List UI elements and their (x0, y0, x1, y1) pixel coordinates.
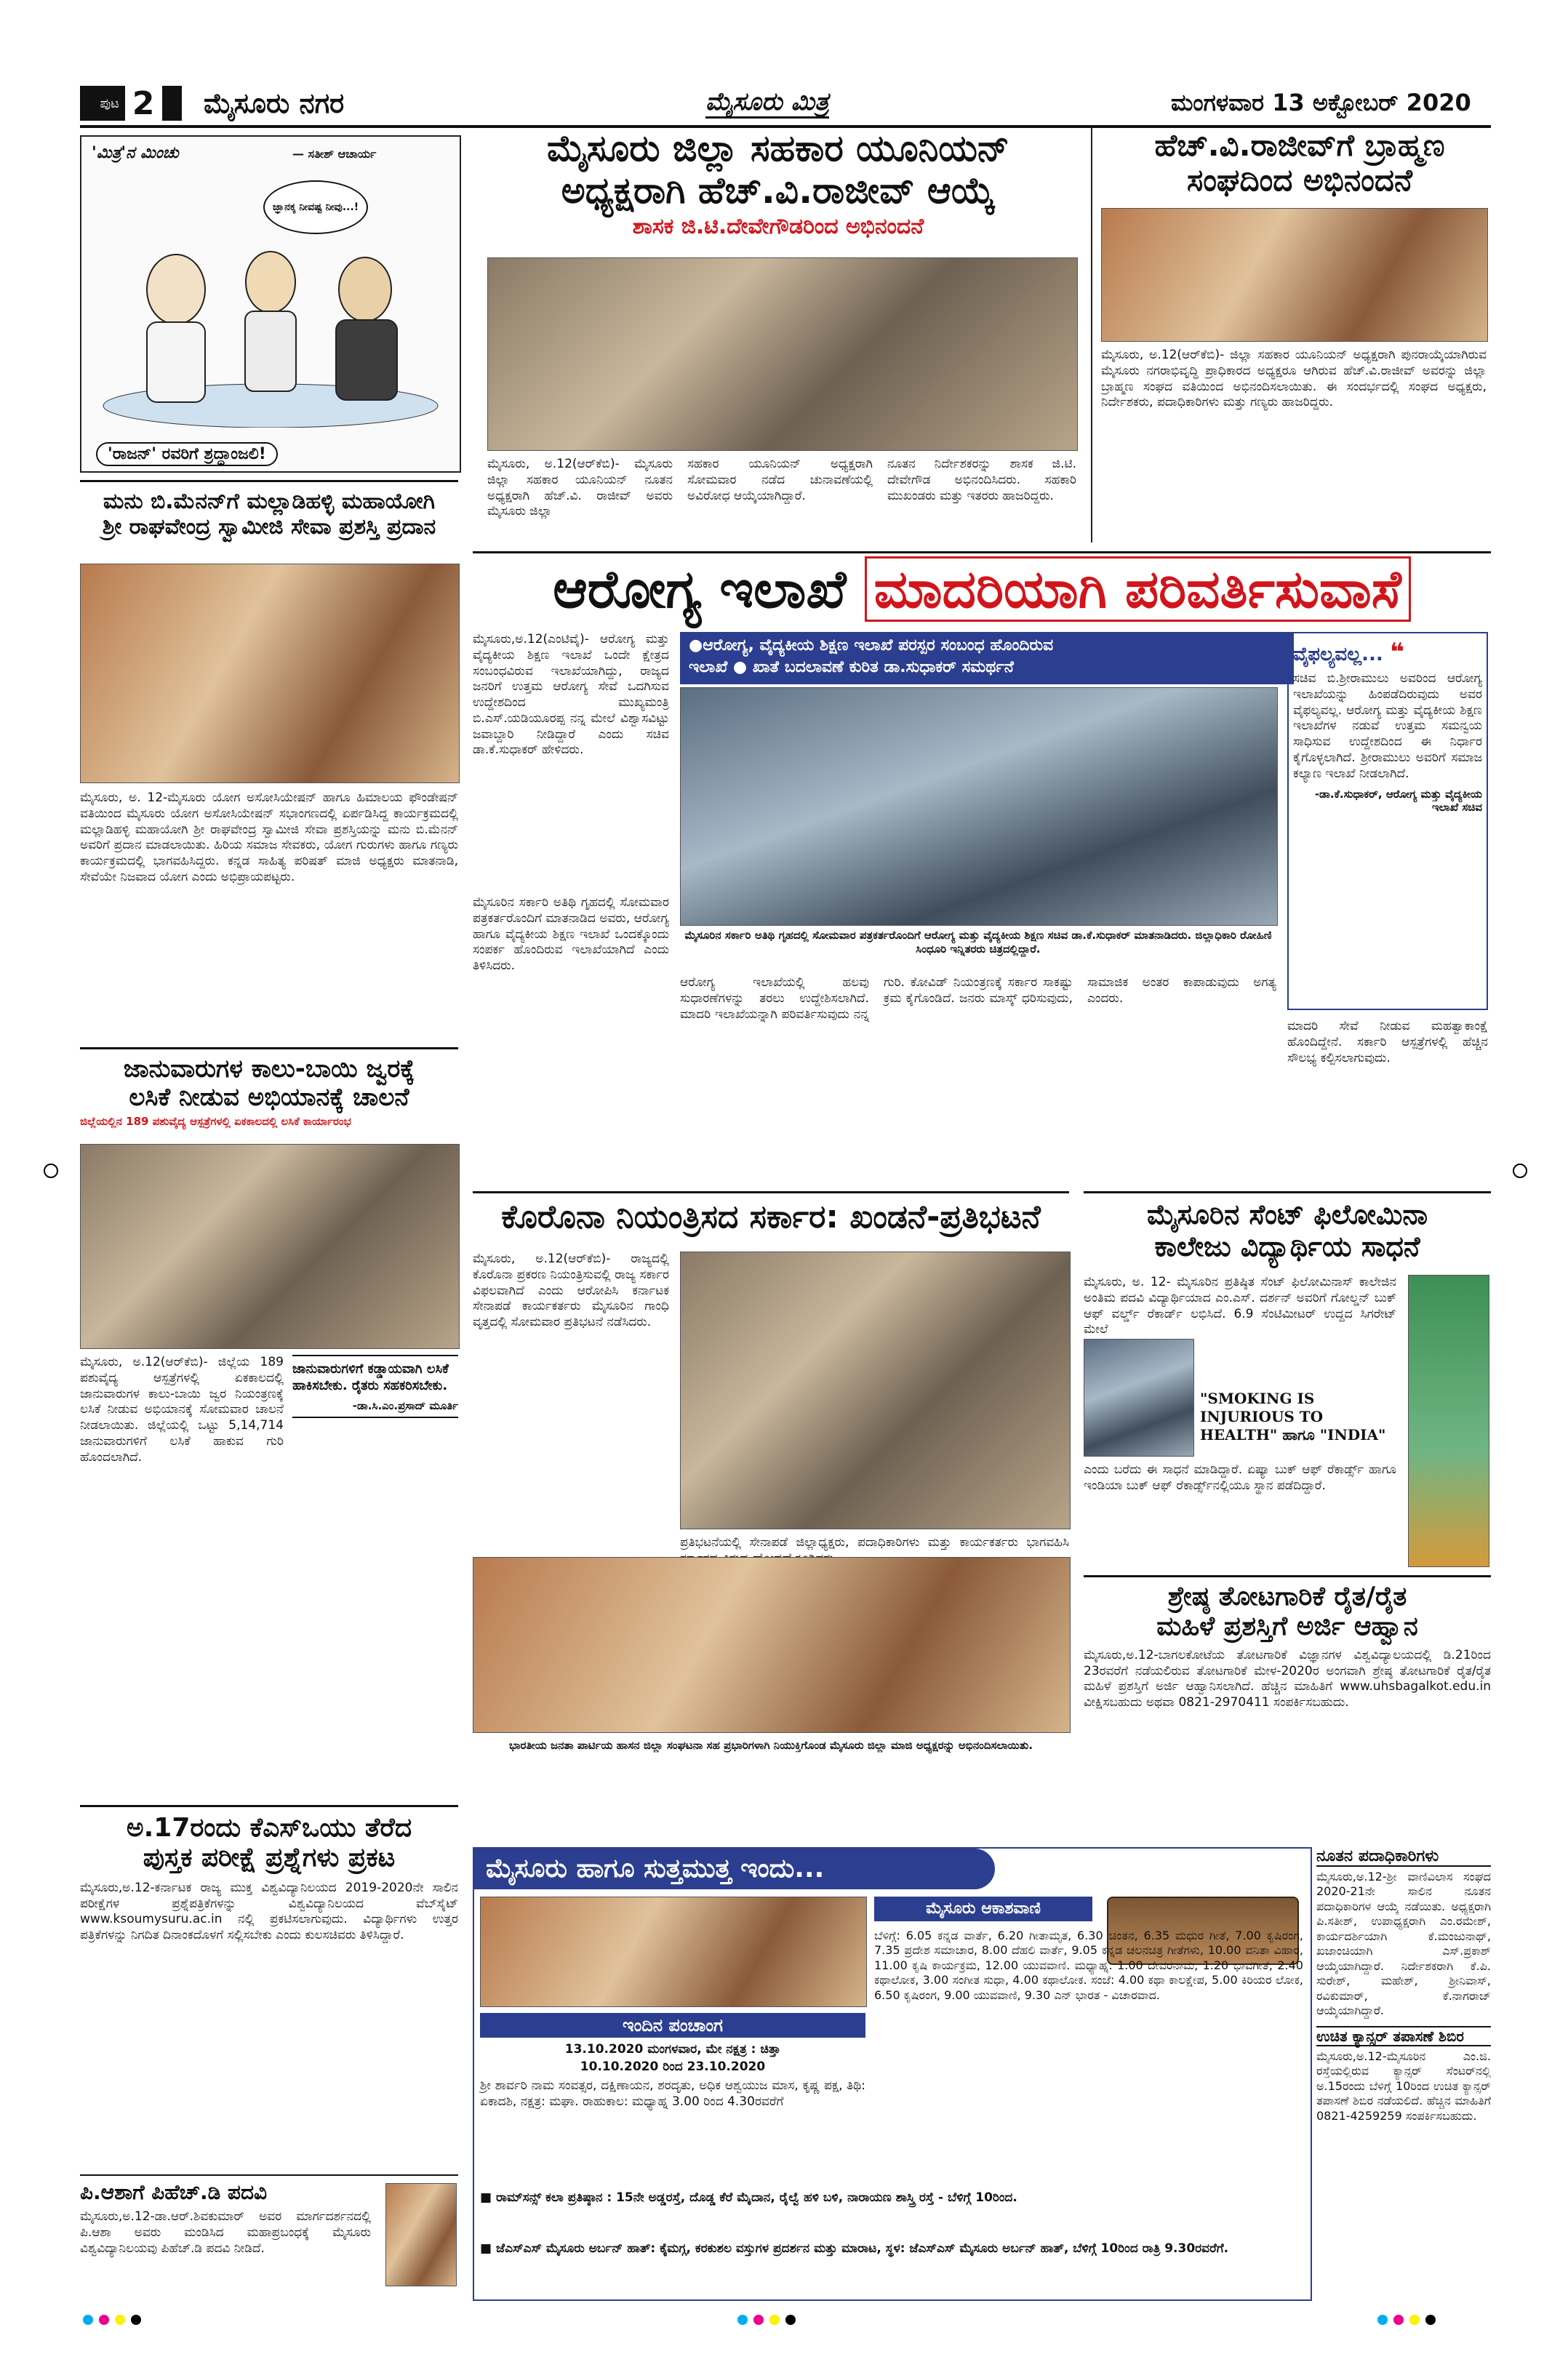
figure-mid-head (246, 252, 295, 313)
story7-headline (473, 559, 1491, 620)
story-philomena (1084, 1191, 1491, 1572)
story3-headline-1: ಮನು ಬಿ.ಮೆನನ್‌ಗೆ ಮಲ್ಲಾಡಿಹಳ್ಳಿ ಮಹಾಯೋಗಿ (103, 489, 436, 514)
story3-photo (80, 564, 460, 783)
story4-quote: ಜಾನುವಾರುಗಳಿಗೆ ಕಡ್ಡಾಯವಾಗಿ ಲಸಿಕೆ ಹಾಕಿಸಬೇಕು. ರೈತರು ಸಹಕರಿಸಬೇಕು. (292, 1361, 449, 1394)
story6-headline: ಪಿ.ಆಶಾಗೆ ಪಿಹೆಚ್.ಡಿ ಪದವಿ (80, 2180, 268, 2204)
story1-col3: ನೂತನ ನಿರ್ದೇಶಕರನ್ನು ಶಾಸಕ ಜಿ.ಟಿ. ದೇವೇಗೌಡ ಅಭಿನಂದಿಸಿದರು. ಸಹಕಾರಿ ಮುಖಂಡರು ಮತ್ತು ಇತರರು ಹಾಜರಿದ್ದರು. (887, 457, 1076, 503)
page-label: ಪುಟ (100, 95, 119, 111)
story7-headline-red: ಮಾದರಿಯಾಗಿ ಪರಿವರ್ತಿಸುವಾಸೆ (865, 556, 1411, 622)
radio-title: ಮೈಸೂರು ಆಕಾಶವಾಣಿ (874, 1897, 1092, 1921)
story-manu-menon (80, 480, 458, 1042)
story1-col1: ಮೈಸೂರು, ಅ.12(ಆರ್‌ಕೆಬಿ)- ಮೈಸೂರು ಜಿಲ್ಲಾ ಸಹಕಾರ ಯೂನಿಯನ್ ನೂತನ ಅಧ್ಯಕ್ಷರಾಗಿ ಹೆಚ್.ವಿ. ರಾಜೀವ್ ಅವರು ಮೈಸೂರು ಜಿಲ್ಲಾ (487, 457, 673, 519)
today-section (473, 1847, 1312, 2301)
speech-bubble (263, 180, 368, 234)
story4-body: ಮೈಸೂರು, ಅ.12(ಆರ್‌ಕೆಬಿ)- ಜಿಲ್ಲೆಯ 189 ಪಶುವೈದ್ಯ ಆಸ್ಪತ್ರೆಗಳಲ್ಲಿ ಏಕಕಾಲದಲ್ಲಿ ಜಾನುವಾರುಗಳ ಕಾಲು-ಬಾಯಿ ಜ್ವರ ನಿಯಂತ್ರಣಕ್ಕೆ ಲಸಿಕೆ ನೀಡುವ ಅಭಿಯಾನಕ್ಕೆ ಸೋಮವಾರ ಚಾಲನೆ ನೀಡಲಾಯಿತು. ಜಿಲ್ಲೆಯಲ್ಲಿ ಒಟ್ಟು 5,14,714 ಜಾನುವಾರುಗಳಿಗೆ ಲಸಿಕೆ ಹಾಕುವ ಗುರಿ ಹೊಂದಲಾಗಿದೆ. (80, 1355, 284, 1465)
story7-photo (680, 687, 1278, 926)
story9-body: ಮೈಸೂರು, ಅ. 12- ಮೈಸೂರಿನ ಪ್ರತಿಷ್ಠಿತ ಸೆಂಟ್ ಫಿಲೋಮಿನಾಸ್ ಕಾಲೇಜಿನ ಅಂತಿಮ ಪದವಿ ವಿದ್ಯಾರ್ಥಿಯಾದ ಎಂ.ಎಸ್. ದರ್ಶನ್ ಅವರಿಗೆ ಗೋಲ್ಡನ್ ಬುಕ್ ಆಫ್ ವರ್ಲ್ಡ್ ರೆಕಾರ್ಡ್ ಲಭಿಸಿದೆ. 6.9 ಸೆಂಟಿಮೀಟರ್ ಉದ್ದದ ಸಿಗರೇಟ್ ಮೇಲೆ (1084, 1275, 1396, 1337)
story2-body: ಮೈಸೂರು, ಅ.12(ಆರ್‌ಕೆಬಿ)- ಜಿಲ್ಲಾ ಸಹಕಾರ ಯೂನಿಯನ್ ಅಧ್ಯಕ್ಷರಾಗಿ ಪುನರಾಯ್ಕೆಯಾಗಿರುವ ಮೈಸೂರು ನಗರಾಭಿವೃದ್ಧಿ ಪ್ರಾಧಿಕಾರದ ಅಧ್ಯಕ್ಷರೂ ಆಗಿರುವ ಹೆಚ್.ವಿ.ರಾಜೀವ್ ಅವರನ್ನು ಜಿಲ್ಲಾ ಬ್ರಾಹ್ಮಣ ಸಂಘದ ವತಿಯಿಂದ ಅಭಿನಂದಿಸಲಾಯಿತು. ಈ ಸಂದರ್ಭದಲ್ಲಿ ಸಂಘದ ಅಧ್ಯಕ್ಷರು, ನಿರ್ದೇಶಕರು, ಪದಾಧಿಕಾರಿಗಳು ಮತ್ತು ಗಣ್ಯರು ಹಾಜರಿದ್ದರು. (1101, 348, 1487, 410)
story-horticulture (1084, 1575, 1491, 1846)
story2-headline-1: ಹೆಚ್.ವಿ.ರಾಜೀವ್‌ಗೆ ಬ್ರಾಹ್ಮಣ (1154, 127, 1445, 163)
story10-body: ಮೈಸೂರು,ಅ.12-ಬಾಗಲಕೋಟೆಯ ತೋಟಗಾರಿಕೆ ವಿಜ್ಞಾನಗಳ ವಿಶ್ವವಿದ್ಯಾಲಯದಲ್ಲಿ ಡಿ.21ರಿಂದ 23ರವರೆಗೆ ನಡೆಯಲಿರುವ ತೋಟಗಾರಿಕೆ ಮೇಳ-2020ರ ಅಂಗವಾಗಿ ಶ್ರೇಷ್ಠ ತೋಟಗಾರಿಕೆ ರೈತ/ರೈತ ಮಹಿಳೆ ಪ್ರಶಸ್ತಿಗೆ ಅರ್ಜಿ ಆಹ್ವಾನಿಸಲಾಗಿದೆ. ಹೆಚ್ಚಿನ ಮಾಹಿತಿಗೆ www.uhsbagalkot.edu.in ವೀಕ್ಷಿಸಬಹುದು ಅಥವಾ 0821-2970411 ಸಂಪರ್ಕಿಸಬಹುದು. (1084, 1647, 1491, 1710)
story4-quote-box (292, 1355, 458, 1418)
story7-col2: ಮೈಸೂರಿನ ಸರ್ಕಾರಿ ಅತಿಥಿ ಗೃಹದಲ್ಲಿ ಸೋಮವಾರ ಪತ್ರಕರ್ತರೊಂದಿಗೆ ಮಾತನಾಡಿದ ಅವರು, ಆರೋಗ್ಯ ಹಾಗೂ ವೈದ್ಯಕೀಯ ಶಿಕ್ಷಣ ಇಲಾಖೆ ಒಂದಕ್ಕೊಂದು ಸಂಪರ್ಕ ಹೊಂದಿರುವ ಇಲಾಖೆಯಾಗಿದೆ ಎಂದು ತಿಳಿಸಿದರು. (473, 895, 669, 973)
story-corona-protest (473, 1191, 1069, 1790)
sidebar-by: -ಡಾ.ಕೆ.ಸುಧಾಕರ್, ಆರೋಗ್ಯ ಮತ್ತು ವೈದ್ಯಕೀಯ ಇಲಾಖೆ ಸಚಿವ (1314, 788, 1482, 814)
page-number: 2 (125, 85, 162, 122)
story8-col2: ಪ್ರತಿಭಟನೆಯಲ್ಲಿ ಸೇನಾಪಡೆ ಜಿಲ್ಲಾಧ್ಯಕ್ಷರು, ಪದಾಧಿಕಾರಿಗಳು ಮತ್ತು ಕಾರ್ಯಕರ್ತರು ಭಾಗವಹಿಸಿ (680, 1535, 1069, 1550)
story1-col2: ಸಹಕಾರ ಯೂನಿಯನ್ ಅಧ್ಯಕ್ಷರಾಗಿ ಸೋಮವಾರ ನಡೆದ ಚುನಾವಣೆಯಲ್ಲಿ ಅವಿರೋಧ ಆಯ್ಕೆಯಾಗಿದ್ದಾರೆ. (687, 457, 873, 503)
story7-lower: ಆರೋಗ್ಯ ಇಲಾಖೆಯಲ್ಲಿ ಹಲವು ಸುಧಾರಣೆಗಳನ್ನು ತರಲು ಉದ್ದೇಶಿಸಲಾಗಿದೆ. ಮಾದರಿ ಇಲಾಖೆಯನ್ನಾಗಿ ಪರಿವರ್ತಿಸುವುದು ನನ್ನ ಗುರಿ. ಕೋವಿಡ್ ನಿಯಂತ್ರಣಕ್ಕೆ ಸರ್ಕಾರ ಸಾಕಷ್ಟು ಕ್ರಮ ಕೈಗೊಂಡಿದೆ. ಜನರು ಮಾಸ್ಕ್ ಧರಿಸುವುದು, ಸಾಮಾಜಿಕ ಅಂತರ ಕಾಪಾಡುವುದು ಅಗತ್ಯ ಎಂದರು. (680, 975, 1276, 1022)
story9-headline-2: ಕಾಲೇಜು ವಿದ್ಯಾರ್ಥಿಯ ಸಾಧನೆ (1154, 1230, 1420, 1262)
color-dots-center (735, 2314, 799, 2328)
story4-subhead: ಜಿಲ್ಲೆಯಲ್ಲಿನ 189 ಪಶುವೈದ್ಯ ಆಸ್ಪತ್ರೆಗಳಲ್ಲಿ ಏಕಕಾಲದಲ್ಲಿ ಲಸಿಕೆ ಕಾರ್ಯಾರಂಭ (80, 1115, 351, 1129)
sidebar-after: ಮಾದರಿ ಸೇವೆ ನೀಡುವ ಮಹತ್ವಾಕಾಂಕ್ಷೆ ಹೊಂದಿದ್ದೇನೆ. ಸರ್ಕಾರಿ ಆಸ್ಪತ್ರೆಗಳಲ್ಲಿ ಹೆಚ್ಚಿನ ಸೌಲಭ್ಯ ಕಲ್ಪಿಸಲಾಗುವುದು. (1287, 1019, 1488, 1065)
cartoon-title: 'ಮಿತ್ರ'ನ ಮಿಂಚು (92, 144, 179, 162)
panchanga-range: 10.10.2020 ರಿಂದ 23.10.2020 (580, 2059, 766, 2074)
right-title-1: ನೂತನ ಪದಾಧಿಕಾರಿಗಳು (1316, 1847, 1491, 1867)
bubble-text: ಜ್ಞಾನಕ್ಕ ನೀವಷ್ಟ ನೀವು...! (272, 201, 359, 213)
today-banner: ಮೈಸೂರು ಹಾಗೂ ಸುತ್ತಮುತ್ತ ಇಂದು... (474, 1849, 995, 1889)
story3-body: ಮೈಸೂರು, ಅ. 12-ಮೈಸೂರು ಯೋಗ ಅಸೋಸಿಯೇಷನ್ ಹಾಗೂ ಹಿಮಾಲಯ ಫೌಂಡೇಷನ್ ವತಿಯಿಂದ ಮೈಸೂರು ಯೋಗ ಅಸೋಸಿಯೇಷನ್ ಸಭಾಂಗಣದಲ್ಲಿ ಏರ್ಪಡಿಸಿದ್ದ ಕಾರ್ಯಕ್ರಮದಲ್ಲಿ ಮಲ್ಲಾಡಿಹಳ್ಳಿ ಮಹಾಯೋಗಿ ಶ್ರೀ ರಾಘವೇಂದ್ರ ಸ್ವಾಮೀಜಿ ಸೇವಾ ಪ್ರಶಸ್ತಿಯನ್ನು ಮನು ಬಿ.ಮೆನನ್ ಅವರಿಗೆ ಪ್ರದಾನ ಮಾಡಲಾಯಿತು. ಹಿರಿಯ ಸಮಾಜ ಸೇವಕರು, ಯೋಗ ಗುರುಗಳು ಹಾಗೂ ಗಣ್ಯರು ಕಾರ್ಯಕ್ರಮದಲ್ಲಿ ಭಾಗವಹಿಸಿದ್ದರು. ಕನ್ನಡ ಸಾಹಿತ್ಯ ಪರಿಷತ್ ಮಾಜಿ ಅಧ್ಯಕ್ಷರು ಮಾತನಾಡಿ, ಸೇವೆಯೇ ನಿಜವಾದ ಯೋಗ ಎಂದು ಅಭಿಪ್ರಾಯಪಟ್ಟರು. (80, 790, 458, 884)
paper-name: ಮೈಸೂರು ಮಿತ್ರ (705, 87, 829, 119)
story9-portrait (1084, 1339, 1194, 1457)
right-title-2: ಉಚಿತ ಕ್ಯಾನ್ಸರ್ ತಪಾಸಣೆ ಶಿಬಿರ (1316, 2026, 1491, 2046)
story9-headline-1: ಮೈಸೂರಿನ ಸೆಂಟ್ ಫಿಲೋಮಿನಾ (1147, 1198, 1428, 1230)
story4-headline-2: ಲಸಿಕೆ ನೀಡುವ ಅಭಿಯಾನಕ್ಕೆ ಚಾಲನೆ (129, 1083, 409, 1113)
story2-photo (1101, 208, 1488, 342)
palace-photo (480, 1897, 867, 2007)
panchanga-title: ಇಂದಿನ ಪಂಚಾಂಗ (480, 2013, 865, 2038)
story7-strap-line1: ●ಆರೋಗ್ಯ, ವೈದ್ಯಕೀಯ ಶಿಕ್ಷಣ ಇಲಾಖೆ ಪರಸ್ಪರ ಸಂಬಂಧ ಹೊಂದಿರುವ (689, 636, 1054, 654)
story1-headline-2: ಅಧ್ಯಕ್ಷರಾಗಿ ಹೆಚ್.ವಿ.ರಾಜೀವ್ ಆಯ್ಕೆ (561, 169, 996, 212)
story7-headline-black: ಆರೋಗ್ಯ ಇಲಾಖೆ (553, 559, 847, 620)
story4-headline-1: ಜಾನುವಾರುಗಳ ಕಾಲು-ಬಾಯಿ ಜ್ವರಕ್ಕೆ (123, 1054, 415, 1084)
story2-headline-2: ಸಂಘದಿಂದ ಅಭಿನಂದನೆ (1187, 162, 1412, 199)
story6-portrait (385, 2183, 457, 2286)
story5-body: ಮೈಸೂರು,ಅ.12-ಕರ್ನಾಟಕ ರಾಜ್ಯ ಮುಕ್ತ ವಿಶ್ವವಿದ್ಯಾನಿಲಯದ 2019-2020ನೇ ಸಾಲಿನ ಪರೀಕ್ಷೆಗಳ ಪ್ರಶ್ನೆಪತ್ರಿಕೆಗಳನ್ನು ವಿಶ್ವವಿದ್ಯಾನಿಲಯದ ವೆಬ್‌ಸೈಟ್ www.ksoumysuru.ac.in ನಲ್ಲಿ ಪ್ರಕಟಿಸಲಾಗುವುದು. ವಿದ್ಯಾರ್ಥಿಗಳು ಉತ್ತರ ಪತ್ರಿಕೆಗಳನ್ನು ನಿಗದಿತ ದಿನಾಂಕದೊಳಗೆ ಸಲ್ಲಿಸಬೇಕು ಎಂದು ಕುಲಸಚಿವರು ತಿಳಿಸಿದ್ದಾರೆ. (80, 1880, 458, 1943)
issue-date: ಮಂಗಳವಾರ 13 ಅಕ್ಟೋಬರ್ 2020 (1171, 89, 1471, 116)
figure-right-body (336, 320, 397, 400)
cartoon-drawing (96, 231, 445, 428)
color-dots-right (1375, 2314, 1439, 2328)
story5-headline-1: ಅ.17ರಂದು ಕೆಎಸ್‌ಒಯು ತೆರೆದ (126, 1813, 412, 1843)
story4-quote-by: -ಡಾ.ಸಿ.ಎಂ.ಪ್ರಸಾದ್ ಮೂರ್ತಿ (352, 1398, 458, 1412)
story8-photo1 (680, 1252, 1071, 1529)
story9-quote: "SMOKING IS INJURIOUS TO HEALTH" ಹಾಗೂ "INDIA" (1200, 1390, 1386, 1444)
event-2: ■ ಜೆಎಸ್‌ಎಸ್ ಮೈಸೂರು ಅರ್ಬನ್ ಹಾತ್: ಕೈಮಗ್ಗ, ಕರಕುಶಲ ವಸ್ತುಗಳ ಪ್ರದರ್ಶನ ಮತ್ತು ಮಾರಾಟ, ಸ್ಥಳ: ಜೆಎಸ್‌ಎಸ್ ಮೈಸೂರು ಅರ್ಬನ್ ಹಾತ್, ಬೆಳಿಗ್ಗೆ 10ರಿಂದ ರಾತ್ರಿ 9.30ರವರೆಗೆ. (480, 2241, 1229, 2256)
story10-headline-2: ಮಹಿಳೆ ಪ್ರಶಸ್ತಿಗೆ ಅರ್ಜಿ ಆಹ್ವಾನ (1156, 1612, 1418, 1642)
story-coop-union (473, 128, 1084, 543)
cartoon-caption: 'ರಾಜನ್' ರವರಿಗೆ ಶ್ರದ್ಧಾಂಜಲಿ! (96, 442, 278, 466)
registration-mark-icon (1513, 1164, 1527, 1178)
story8-col1: ಮೈಸೂರು, ಅ.12(ಆರ್‌ಕೆಬಿ)- ರಾಜ್ಯದಲ್ಲಿ ಕೊರೊನಾ ಪ್ರಕರಣ ನಿಯಂತ್ರಿಸುವಲ್ಲಿ ರಾಜ್ಯ ಸರ್ಕಾರ ವಿಫಲವಾಗಿದೆ ಎಂದು ಆರೋಪಿಸಿ ಕರ್ನಾಟಕ ಸೇನಾಪಡೆ ಕಾರ್ಯಕರ್ತರು ಮೈಸೂರಿನ ಗಾಂಧಿ ವೃತ್ತದಲ್ಲಿ ಸೋಮವಾರ ಪ್ರತಿಭಟನೆ ನಡೆಸಿದರು. (473, 1252, 669, 1329)
story-cattle-vaccine (80, 1047, 458, 1558)
section-name: ಮೈಸೂರು ನಗರ (204, 87, 345, 119)
story-brahmana (1091, 128, 1500, 543)
event-1: ■ ರಾಮ್‌ಸನ್ಸ್ ಕಲಾ ಪ್ರತಿಷ್ಠಾನ : 15ನೇ ಅಡ್ಡರಸ್ತೆ, ದೊಡ್ಡ ಕೆರೆ ಮೈದಾನ, ರೈಲ್ವೆ ಹಳಿ ಬಳಿ, ನಾರಾಯಣ ಶಾಸ್ತ್ರಿ ರಸ್ತೆ - ಬೆಳಿಗ್ಗೆ 10ರಿಂದ. (480, 2190, 1017, 2205)
story8-photo2 (473, 1557, 1071, 1733)
panchanga-body: ಶ್ರೀ ಶಾರ್ವರಿ ನಾಮ ಸಂವತ್ಸರ, ದಕ್ಷಿಣಾಯನ, ಶರದೃತು, ಅಧಿಕ ಆಶ್ವಯುಜ ಮಾಸ, ಕೃಷ್ಣ ಪಕ್ಷ, ತಿಥಿ: ಏಕಾದಶಿ, ನಕ್ಷತ್ರ: ಮಘಾ. ರಾಹುಕಾಲ: ಮಧ್ಯಾಹ್ನ 3.00 ರಿಂದ 4.30ರವರೆಗೆ (480, 2078, 865, 2109)
figure-left-head (147, 255, 205, 324)
cartoon-author: — ಸತೀಶ್ ಆಚಾರ್ಯ (292, 147, 377, 161)
story8-caption: ಭಾರತೀಯ ಜನತಾ ಪಾರ್ಟಿಯ ಹಾಸನ ಜಿಲ್ಲಾ ಸಂಘಟನಾ ಸಹ ಪ್ರಭಾರಿಗಳಾಗಿ ನಿಯುಕ್ತಿಗೊಂಡ ಮೈಸೂರು ಜಿಲ್ಲಾ ಮಾಜಿ ಅಧ್ಯಕ್ಷರನ್ನು ಅಭಿನಂದಿಸಲಾಯಿತು. (508, 1739, 1033, 1752)
panchanga-date: 13.10.2020 ಮಂಗಳವಾರ, ಮೇ ನಕ್ಷತ್ರ : ಚಿತ್ತಾ (564, 2042, 781, 2057)
story8-headline: ಕೊರೊನಾ ನಿಯಂತ್ರಿಸದ ಸರ್ಕಾರ: ಖಂಡನೆ-ಪ್ರತಿಭಟನೆ (501, 1198, 1041, 1236)
story7-col1: ಮೈಸೂರು,ಅ.12(ಎಂಟಿವೈ)- ಆರೋಗ್ಯ ಮತ್ತು ವೈದ್ಯಕೀಯ ಶಿಕ್ಷಣ ಇಲಾಖೆ ಒಂದೇ ಕ್ಷೇತ್ರದ ಸಂಬಂಧವಿರುವ ಇಲಾಖೆಯಾಗಿದ್ದು, ರಾಜ್ಯದ ಜನರಿಗೆ ಉತ್ತಮ ಆರೋಗ್ಯ ಸೇವೆ ಒದಗಿಸುವ ಉದ್ದೇಶದಿಂದ ಮುಖ್ಯಮಂತ್ರಿ ಬಿ.ಎಸ್.ಯಡಿಯೂರಪ್ಪ ನನ್ನ ಮೇಲೆ ವಿಶ್ವಾಸವಿಟ್ಟು ಜವಾಬ್ದಾರಿ ನೀಡಿದ್ದಾರೆ ಎಂದು ಸಚಿವ ಡಾ.ಕೆ.ಸುಧಾಕರ್ ಹೇಳಿದರು. (473, 632, 669, 758)
right-body-1: ಮೈಸೂರು,ಅ.12-ಶ್ರೀ ವಾಣಿವಿಲಾಸ ಸಂಘದ 2020-21ನೇ ಸಾಲಿನ ನೂತನ ಪದಾಧಿಕಾರಿಗಳ ಆಯ್ಕೆ ನಡೆಯಿತು. ಅಧ್ಯಕ್ಷರಾಗಿ ಪಿ.ಸತೀಶ್, ಉಪಾಧ್ಯಕ್ಷರಾಗಿ ಎಂ.ರಮೇಶ್, ಕಾರ್ಯದರ್ಶಿಯಾಗಿ ಕೆ.ಮಂಜುನಾಥ್, ಖಜಾಂಚಿಯಾಗಿ ಎಸ್.ಪ್ರಕಾಶ್ ಆಯ್ಕೆಯಾಗಿದ್ದಾರೆ. ನಿರ್ದೇಶಕರಾಗಿ ಕೆ.ಪಿ. ಸುರೇಶ್, ಮಹೇಶ್, ಶ್ರೀನಿವಾಸ್, ರವಿಕುಮಾರ್, ಕೆ.ನಾಗರಾಜ್ ಆಯ್ಕೆಯಾಗಿದ್ದಾರೆ. (1316, 1870, 1491, 2018)
story1-photo (487, 257, 1078, 451)
masthead (80, 81, 1491, 128)
story5-headline-2: ಪುಸ್ತಕ ಪರೀಕ್ಷೆ ಪ್ರಶ್ನೆಗಳು ಪ್ರಕಟ (143, 1843, 396, 1873)
story10-headline-1: ಶ್ರೇಷ್ಠ ತೋಟಗಾರಿಕೆ ರೈತ/ರೈತ (1167, 1582, 1407, 1612)
quote-mark-icon: ❝ (1389, 638, 1404, 667)
figure-left-body (147, 322, 205, 402)
sidebar-title (1293, 638, 1482, 667)
story3-headline-2: ಶ್ರೀ ರಾಘವೇಂದ್ರ ಸ್ವಾಮೀಜಿ ಸೇವಾ ಪ್ರಶಸ್ತಿ ಪ್ರದಾನ (102, 513, 436, 540)
figure-mid-body (245, 311, 296, 391)
story7-photo-caption: ಮೈಸೂರಿನ ಸರ್ಕಾರಿ ಅತಿಥಿ ಗೃಹದಲ್ಲಿ ಸೋಮವಾರ ಪತ್ರಕರ್ತರೊಂದಿಗೆ ಆರೋಗ್ಯ ಮತ್ತು ವೈದ್ಯಕೀಯ ಶಿಕ್ಷಣ ಸಚಿವ ಡಾ.ಕೆ.ಸುಧಾಕರ್ ಮಾತನಾಡಿದರು. ಜಿಲ್ಲಾಧಿಕಾರಿ ರೋಹಿಣಿ ಸಿಂಧೂರಿ ಇನ್ನಿತರರು ಚಿತ್ರದಲ್ಲಿದ್ದಾರೆ. (684, 929, 1272, 956)
radio-body: ಬೆಳಿಗ್ಗೆ: 6.05 ಕನ್ನಡ ವಾರ್ತೆ, 6.20 ಗೀತಾಮೃತ, 6.30 ಚಿಂತನ, 6.35 ಮಧುರ ಗೀತೆ, 7.00 ಕೃಷಿರಂಗ, 7.35 ಪ್ರದೇಶ ಸಮಾಚಾರ, 8.00 ದೆಹಲಿ ವಾರ್ತೆ, 9.05 ಕನ್ನಡ ಚಲನಚಿತ್ರ ಗೀತೆಗಳು, 10.00 ವನಿತಾ ವಿಹಾರ, 11.00 ಕೃಷಿ ಕಾರ್ಯಕ್ರಮ, 12.00 ಯುವವಾಣಿ. ಮಧ್ಯಾಹ್ನ: 1.00 ದೇವರನಾಮ, 1.20 ಭಾವಗೀತೆ, 2.40 ಕಥಾಲೋಕ, 3.00 ಸಂಗೀತ ಸುಧಾ, 4.00 ಕಥಾಲೋಕ. ಸಂಜೆ: 4.00 ಕಥಾ ಕಾಲಕ್ಷೇಪ, 5.00 ಕಿರಿಯರ ಲೋಕ, 6.50 ಕೃಷಿರಂಗ, 9.00 ಯುವವಾಣಿ, 9.30 ಎನ್ ಭಾರತ - ವಿಚಾರವಾದ. (874, 1929, 1303, 2002)
page-number-box (80, 86, 182, 121)
right-body-2: ಮೈಸೂರು,ಅ.12-ಮೈಸೂರಿನ ಎಂ.ಜಿ. ರಸ್ತೆಯಲ್ಲಿರುವ ಕ್ಯಾನ್ಸರ್ ಸೆಂಟರ್‌ನಲ್ಲಿ ಅ.15ರಂದು ಬೆಳಿಗ್ಗೆ 10ರಿಂದ ಉಚಿತ ಕ್ಯಾನ್ಸರ್ ತಪಾಸಣೆ ಶಿಬಿರ ನಡೆಯಲಿದೆ. ಹೆಚ್ಚಿನ ಮಾಹಿತಿಗೆ 0821-4259259 ಸಂಪರ್ಕಿಸಬಹುದು. (1316, 2049, 1491, 2123)
story-phd (80, 2174, 458, 2292)
story9-body2: ಎಂದು ಬರೆದು ಈ ಸಾಧನೆ ಮಾಡಿದ್ದಾರೆ. ಏಷ್ಯಾ ಬುಕ್ ಆಫ್ ರೆಕಾರ್ಡ್ಸ್ ಹಾಗೂ ಇಂಡಿಯಾ ಬುಕ್ ಆಫ್ ರೆಕಾರ್ಡ್ಸ್‌ನಲ್ಲಿಯೂ ಸ್ಥಾನ ಪಡೆದಿದ್ದಾರೆ. (1084, 1462, 1396, 1493)
story-ksou (80, 1805, 458, 2171)
story9-cigarette-photo (1408, 1275, 1489, 1567)
registration-mark-icon (44, 1164, 58, 1178)
sidebar-title-text: ವೈಫಲ್ಯವಲ್ಲ... (1293, 644, 1383, 665)
cartoon-panel (80, 135, 461, 473)
sidebar-box (1287, 632, 1488, 1010)
color-dots-left (80, 2314, 144, 2328)
figure-right-head (339, 257, 391, 321)
story4-photo (80, 1144, 460, 1349)
sidebar-body: ಸಚಿವ ಬಿ.ಶ್ರೀರಾಮುಲು ಅವರಿಂದ ಆರೋಗ್ಯ ಇಲಾಖೆಯನ್ನು ಹಿಂಪಡೆದಿರುವುದು ಅವರ ವೈಫಲ್ಯವಲ್ಲ. ಆರೋಗ್ಯ ಮತ್ತು ವೈದ್ಯಕೀಯ ಶಿಕ್ಷಣ ಇಲಾಖೆಗಳ ನಡುವೆ ಉತ್ತಮ ಸಮನ್ವಯ ಸಾಧಿಸುವ ಉದ್ದೇಶದಿಂದ ಈ ನಿರ್ಧಾರ ಕೈಗೊಳ್ಳಲಾಗಿದೆ. ಶ್ರೀರಾಮುಲು ಅವರಿಗೆ ಸಮಾಜ ಕಲ್ಯಾಣ ಇಲಾಖೆ ನೀಡಲಾಗಿದೆ. (1293, 671, 1482, 781)
story1-subhead: ಶಾಸಕ ಜಿ.ಟಿ.ದೇವೇಗೌಡರಿಂದ ಅಭಿನಂದನೆ (632, 214, 924, 239)
story7-strap-line2: ಇಲಾಖೆ ● ಖಾತೆ ಬದಲಾವಣೆ ಕುರಿತ ಡಾ.ಸುಧಾಕರ್ ಸಮರ್ಥನೆ (689, 657, 1014, 676)
right-column (1316, 1847, 1491, 2298)
story1-headline-1: ಮೈಸೂರು ಜಿಲ್ಲಾ ಸಹಕಾರ ಯೂನಿಯನ್ (547, 127, 1009, 169)
story7-strap (680, 632, 1294, 684)
story-health-dept (473, 551, 1491, 1186)
story6-body: ಮೈಸೂರು,ಅ.12-ಡಾ.ಆರ್.ಶಿವಕುಮಾರ್ ಅವರ ಮಾರ್ಗದರ್ಶನದಲ್ಲಿ ಪಿ.ಆಶಾ ಅವರು ಮಂಡಿಸಿದ ಮಹಾಪ್ರಬಂಧಕ್ಕೆ ಮೈಸೂರು ವಿಶ್ವವಿದ್ಯಾನಿಲಯವು ಪಿಹೆಚ್.ಡಿ ಪದವಿ ನೀಡಿದೆ. (80, 2209, 371, 2256)
